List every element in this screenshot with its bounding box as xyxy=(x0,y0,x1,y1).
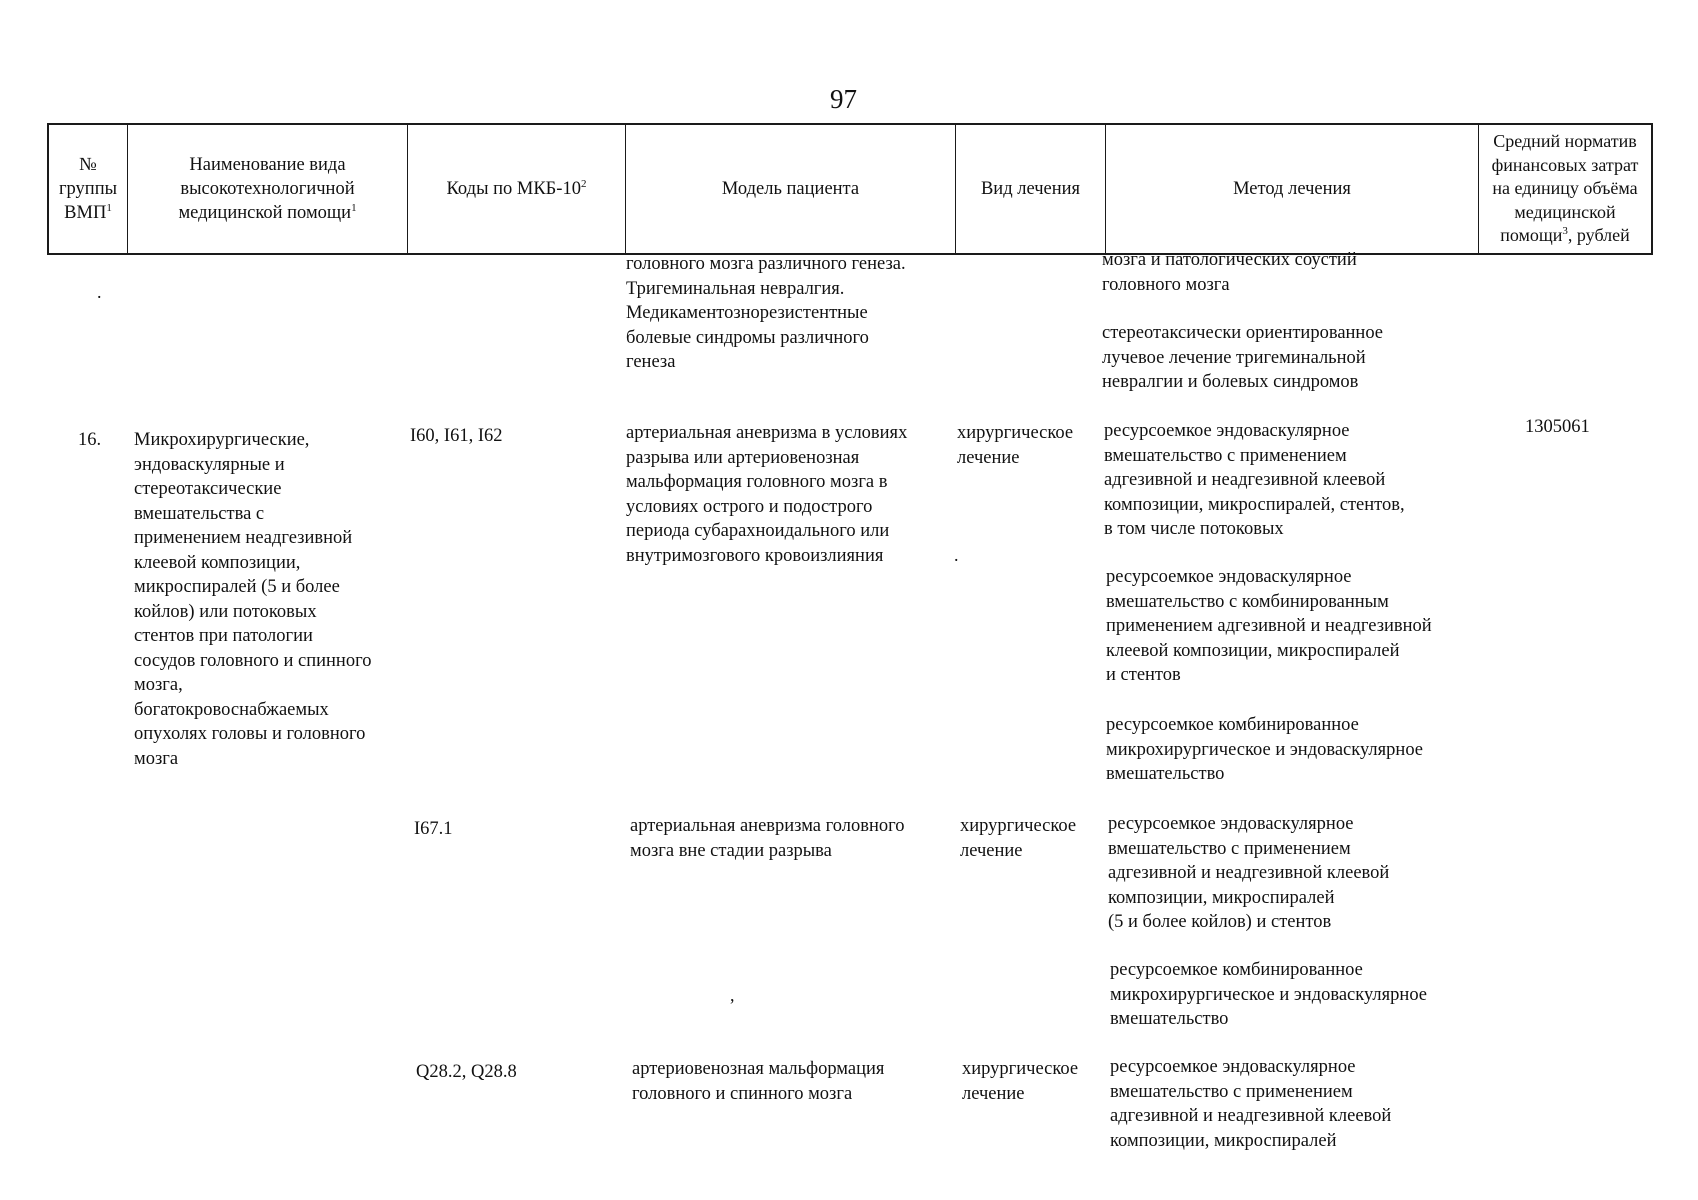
footnote-ref: 3 xyxy=(1562,225,1568,238)
icd-codes: Q28.2, Q28.8 xyxy=(416,1062,517,1082)
continuation-method: стереотаксически ориентированное лучевое лечение тригеминальной невралгии и болевых синдромов xyxy=(1102,323,1384,392)
treatment-method: ресурсоемкое эндоваскулярное вмешательство с применением адгезивной и неадгезивной клеевой композиции, микроспиралей xyxy=(1110,1057,1392,1151)
footnote-ref: 1 xyxy=(351,201,357,214)
table-header xyxy=(47,123,1653,255)
continuation-method: мозга и патологических соустий головного мозга xyxy=(1102,250,1357,295)
header-avg-cost-unit: , рублей xyxy=(1567,225,1630,246)
patient-model: артериальная аневризма головного мозга вне стадии разрыва xyxy=(630,816,905,861)
continuation-patient-model: головного мозга различного генеза. Тригеминальная невралгия. Медикаментознорезистентные болевые синдромы различного генеза xyxy=(626,254,906,372)
treatment-method: ресурсоемкое комбинированное микрохирургическое и эндоваскулярное вмешательство xyxy=(1110,960,1428,1029)
header-treatment-type-text: Вид лечения xyxy=(980,179,1081,199)
treatment-method: ресурсоемкое комбинированное микрохирургическое и эндоваскулярное вмешательство xyxy=(1106,715,1424,784)
icd-codes: I67.1 xyxy=(414,819,453,839)
header-patient-model xyxy=(626,125,956,253)
treatment-method: ресурсоемкое эндоваскулярное вмешательство с применением адгезивной и неадгезивной клеевой композиции, микроспиралей (5 и более койлов) и стентов xyxy=(1108,814,1390,932)
scan-mark: , xyxy=(730,985,735,1005)
header-care-name-text: Наименование вида высокотехнологичной медицинской помощи xyxy=(178,155,355,223)
care-type-name: Микрохирургические, эндоваскулярные и стереотаксические вмешательства с применением неадгезивной клеевой композиции, микроспиралей (5 и более койлов) или потоковых стентов при патологии сосудов головного и спинного мозга, богатокровоснабжаемых опухолях головы и головного мозга xyxy=(134,430,372,769)
header-icd-codes xyxy=(408,125,626,253)
icd-codes: I60, I61, I62 xyxy=(410,426,503,446)
footnote-ref: 1 xyxy=(106,201,112,214)
group-number: 16. xyxy=(78,430,102,450)
header-group-number xyxy=(49,125,128,253)
header-treatment-method xyxy=(1106,125,1479,253)
header-treatment-method-text: Метод лечения xyxy=(1233,179,1351,199)
treatment-method: ресурсоемкое эндоваскулярное вмешательство с применением адгезивной и неадгезивной клеевой композиции, микроспиралей, стентов, в том числе потоковых xyxy=(1104,421,1405,539)
header-group-number-text: № группы ВМП xyxy=(58,155,118,223)
header-treatment-type xyxy=(956,125,1106,253)
page-number: 97 xyxy=(830,84,857,114)
patient-model: артериальная аневризма в условиях разрыва или артериовенозная мальформация головного мозга в условиях острого и подострого периода субарахноидального или внутримозгового кровоизлияния xyxy=(626,423,908,566)
treatment-type: хирургическое лечение xyxy=(962,1059,1079,1104)
footnote-ref: 2 xyxy=(580,177,587,190)
header-avg-cost xyxy=(1479,125,1651,253)
header-patient-model-text: Модель пациента xyxy=(721,179,860,199)
scan-mark: . xyxy=(97,282,102,302)
treatment-type: хирургическое лечение xyxy=(960,816,1077,861)
header-care-name xyxy=(128,125,408,253)
scan-mark: . xyxy=(954,545,959,565)
patient-model: артериовенозная мальформация головного и спинного мозга xyxy=(632,1059,885,1104)
header-icd-codes-text: Коды по МКБ-10 xyxy=(446,179,581,199)
header-avg-cost-text: Средний норматив финансовых затрат на единицу объёма медицинской помощи xyxy=(1491,131,1639,246)
average-cost: 1305061 xyxy=(1525,417,1590,437)
treatment-type: хирургическое лечение xyxy=(957,423,1074,468)
treatment-method: ресурсоемкое эндоваскулярное вмешательство с комбинированным применением адгезивной и неадгезивной клеевой композиции, микроспиралей и стентов xyxy=(1106,567,1432,685)
